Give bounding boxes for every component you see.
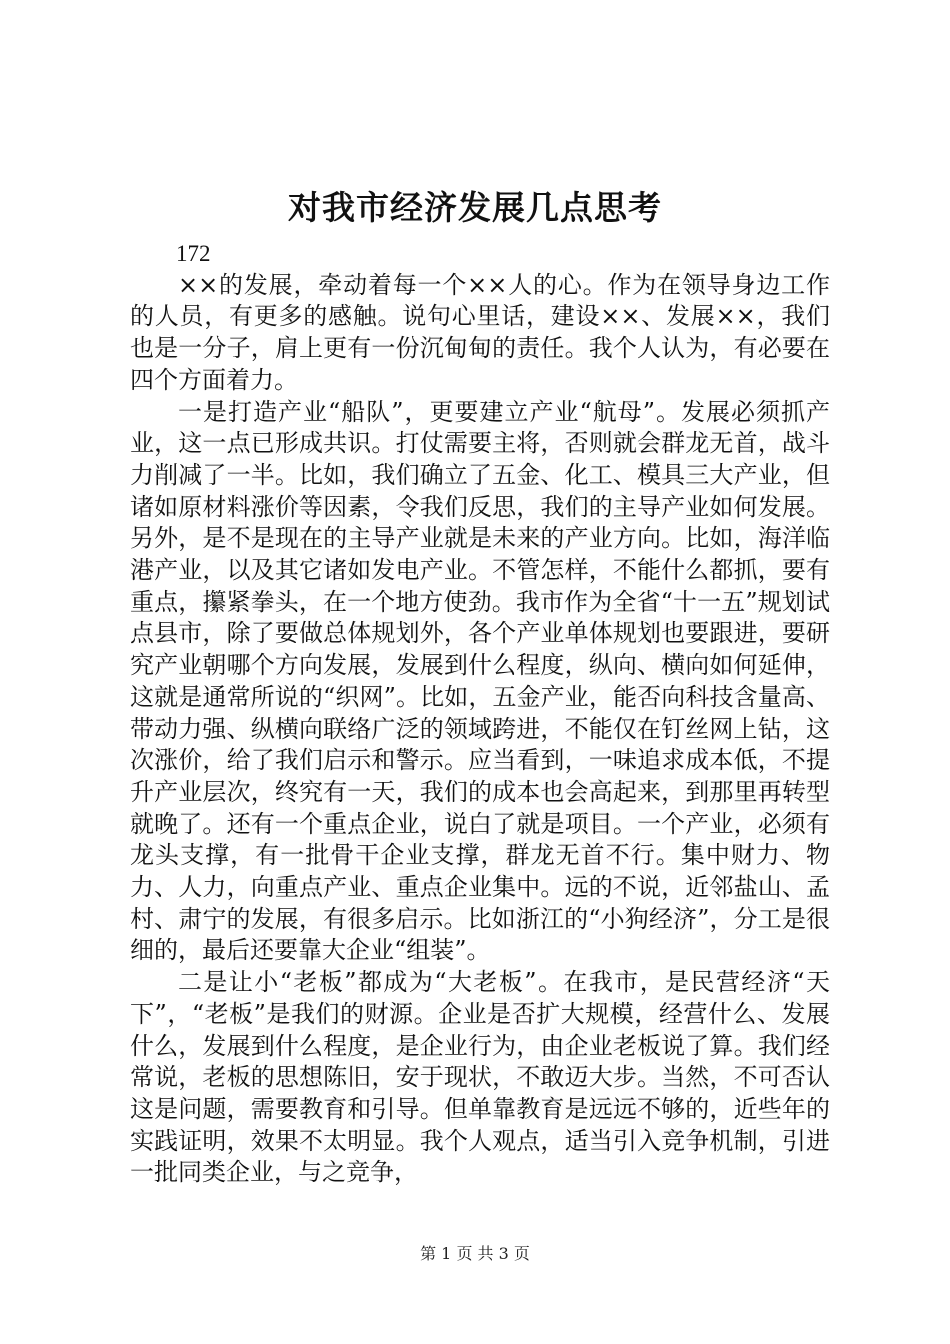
paragraph-point-two: 二是让小“老板”都成为“大老板”。在我市，是民营经济“天下”，“老板”是我们的财源。企业是否扩大规模，经营什么、发展什么，发展到什么程度，是企业行为，由企业老板说了算。我们经常说，老板的思想陈旧，安于现状，不敢迈大步。当然，不可否认这是问题，需要教育和引导。但单靠教育是远远不够的，近些年的实践证明，效果不太明显。我个人观点，适当引入竞争机制，引进一批同类企业，与之竞争，	[130, 968, 830, 1187]
paragraph-point-one: 一是打造产业“船队”，更要建立产业“航母”。发展必须抓产业，这一点已形成共识。打仗需要主将，否则就会群龙无首，战斗力削减了一半。比如，我们确立了五金、化工、模具三大产业，但诸如原材料涨价等因素，令我们反思，我们的主导产业如何发展。另外，是不是现在的主导产业就是未来的产业方向。比如，海洋临港产业，以及其它诸如发电产业。不管怎样，不能什么都抓，要有重点，攥紧拳头，在一个地方使劲。我市作为全省“十一五”规划试点县市，除了要做总体规划外，各个产业单体规划也要跟进，要研究产业朝哪个方向发展，发展到什么程度，纵向、横向如何延伸，这就是通常所说的“织网”。比如，五金产业，能否向科技含量高、带动力强、纵横向联络广泛的领域跨进，不能仅在钉丝网上钻，这次涨价，给了我们启示和警示。应当看到，一味追求成本低，不提升产业层次，终究有一天，我们的成本也会高起来，到那里再转型就晚了。还有一个重点企业，说白了就是项目。一个产业，必须有龙头支撑，有一批骨干企业支撑，群龙无首不行。集中财力、物力、人力，向重点产业、重点企业集中。远的不说，近邻盐山、孟村、肃宁的发展，有很多启示。比如浙江的“小狗经济”，分工是很细的，最后还要靠大企业“组装”。	[130, 397, 830, 965]
document-number: 172	[176, 241, 211, 266]
document-body	[130, 238, 830, 1189]
paragraph-intro: ××的发展，牵动着每一个××人的心。作为在领导身边工作的人员，有更多的感触。说句心里话，建设××、发展××，我们也是一分子，肩上更有一份沉甸甸的责任。我个人认为，有必要在四个方面着力。	[130, 270, 830, 394]
document-title: 对我市经济发展几点思考	[288, 188, 662, 227]
page-footer: 第 1 页 共 3 页	[420, 1244, 530, 1263]
